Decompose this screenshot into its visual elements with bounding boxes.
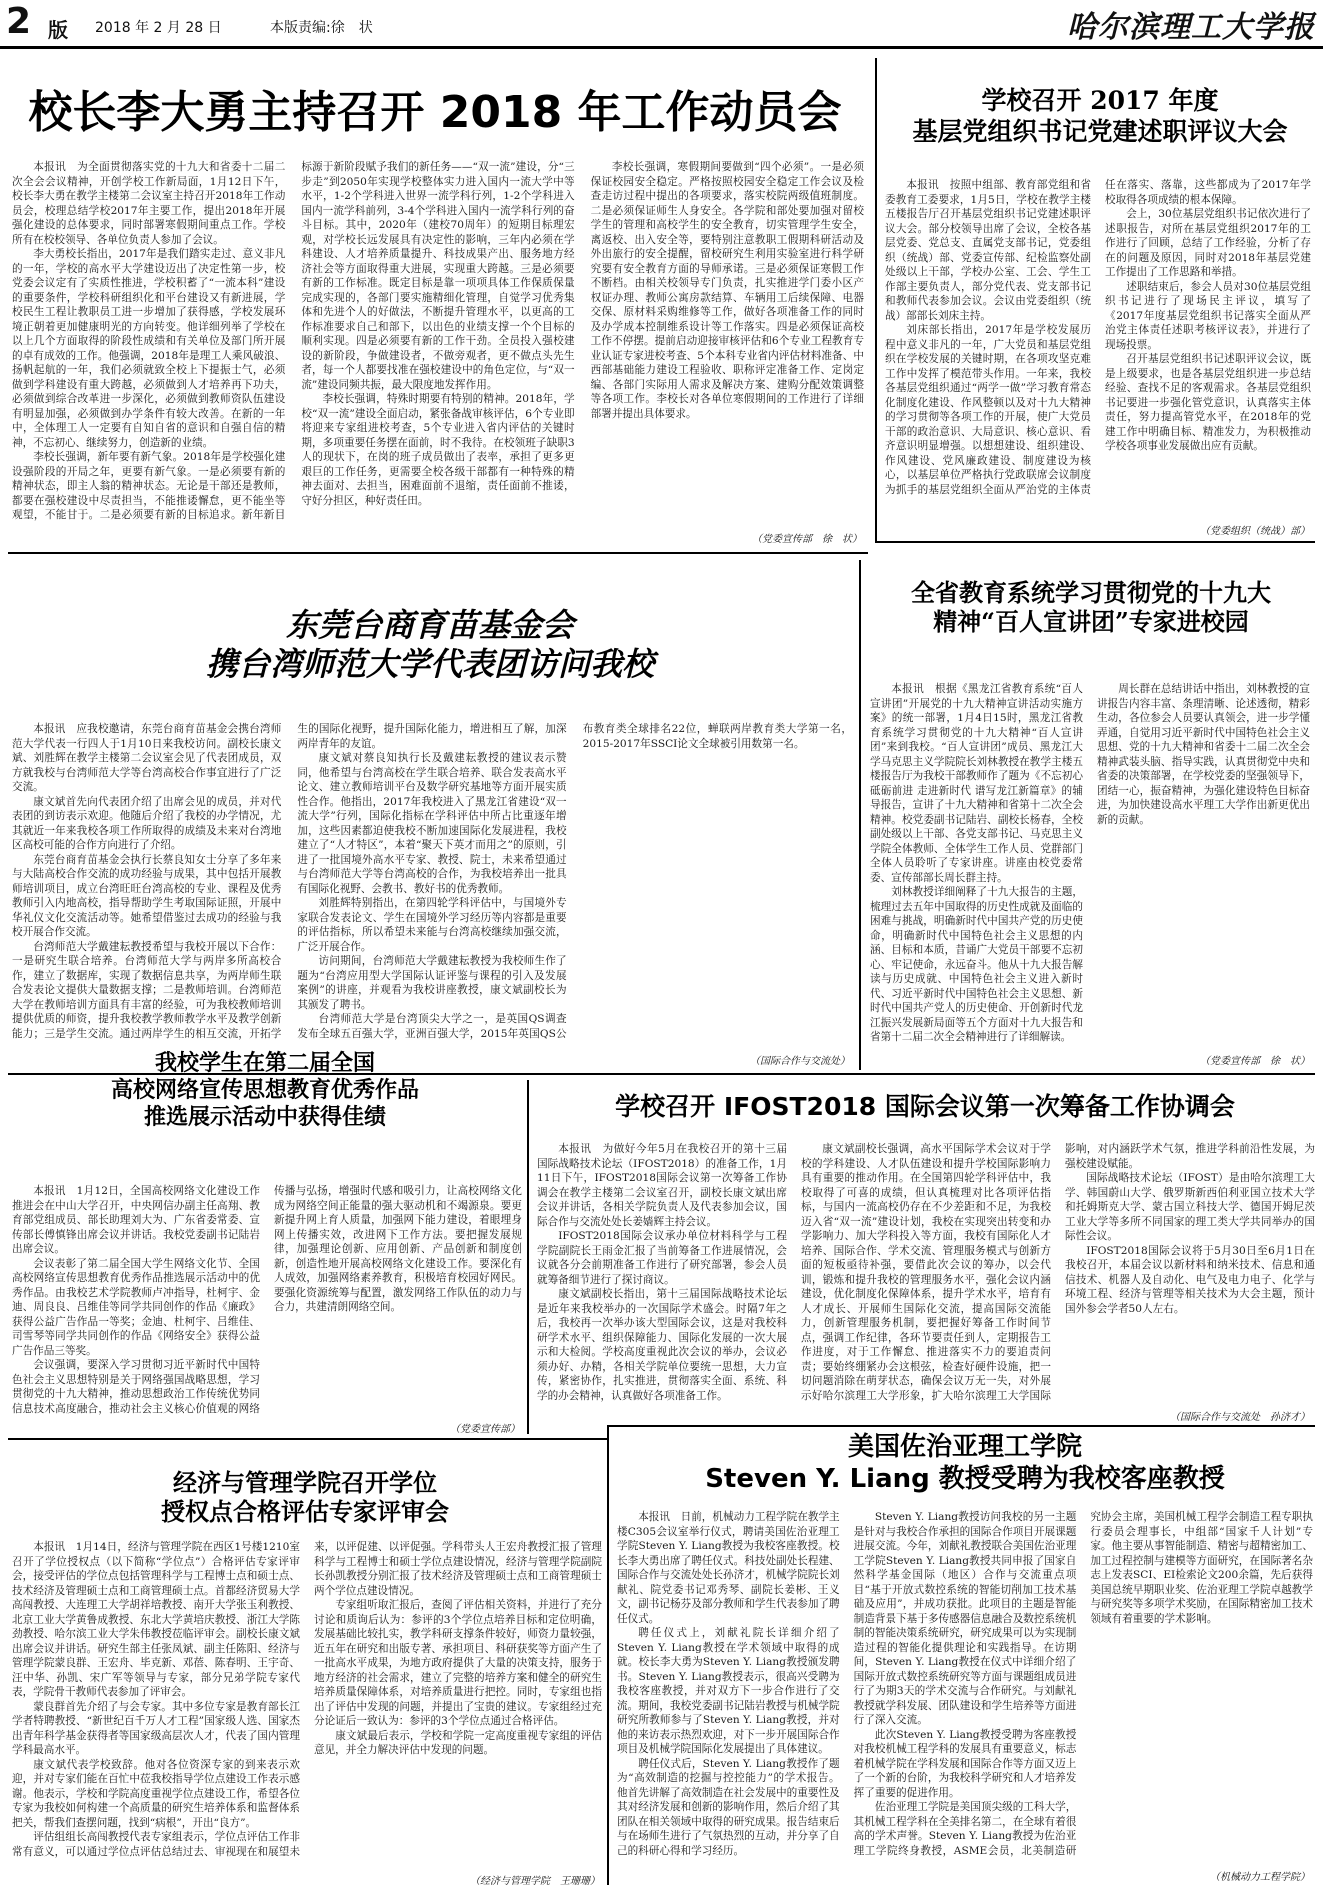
- article-headline: [615, 1432, 1315, 1495]
- page-version-label: 版: [48, 18, 68, 42]
- article-paragraph: 周长群在总结讲话中指出，刘林教授的宣讲报告内容丰富、条理清晰、论述透彻，精彩生动，各位参会人员要认真领会，进一步学懂弄通，自觉用习近平新时代中国特色社会主义思想、党的十九大精神和省委十二届二次全会精神武装头脑、指导实践，认真贯彻党中央和省委的决策部署，在学校党委的坚强领导下，团结一心，振奋精神，为强化建设特色目标奋进，为加快建设高水平理工大学作出新更优出新的贡献。: [1097, 683, 1310, 826]
- article-paragraph: 本报讯 为全面贯彻落实党的十九大和省委十二届二次全会会议精神，开创学校工作新局面，1月12日下午，校长李大勇在教学主楼第二会议室主持召开2018年工作动员会，校理总结学校2017年主要工作，提出2018年开展强化建设的总体要求，同时部署寒假期间重点工作。学校所有在校校领导、各单位负责人参加了会议。: [12, 161, 286, 246]
- article-body: [12, 160, 864, 536]
- article-paragraph: 评估组组长高闯教授代表专家组表示，学位点评估工作非常有意义，可以通过学位点评估总结过去、审视现在和展望未来，以评促建、以评促强。学科带头人王宏舟教授汇报了管理科学与工程博士和硕士学位点建设情况，经济与管理学院副院长孙凯教授分别汇报了技术经济及管理硕士点和工商管理硕士两个学位点建设情况。: [12, 1541, 602, 1858]
- article-body: [537, 1142, 1315, 1406]
- headline-line: 学校召开 2017 年度: [981, 86, 1219, 115]
- article-body: [617, 1510, 1313, 1866]
- headline-line: 授权点合格评估专家评审会: [161, 1497, 449, 1527]
- article-paragraph: 本报讯 为做好今年5月在我校召开的第十三届国际战略技术论坛（IFOST2018）的准备工作，1月11日下午，IFOST2018国际会议第一次筹备工作协调会在教学主楼第二会议室召开，副校长康文斌出席会议并讲话，各相关学院负责人及代表参加会议，国际合作与交流处处长姜嫱辉主持会议。: [537, 1143, 787, 1228]
- article-paragraph: 访问期间，台湾师范大学戴建耘教授为我校师生作了题为“台湾应用型大学国际认证评鉴与课程的引入及发展案例”的讲座，并观看为我校讲座教授，康文斌副校长为其颁发了聘书。: [297, 955, 567, 1011]
- article-paragraph: 李校长强调，寒假期间要做到“四个必须”。一是必须保证校园安全稳定。严格按照校园安全稳定工作会议及检查走访过程中提出的各项要求，落实校院两级值班制度。二是必须保证师生人身安全。各学院和部处要加强对留校学生的管理和高校学生的安全教育，切实管理学生安全，离返校、出入安全等，要特别注意教职工假期科研活动及外出旅行的安全提醒，留校研究生利用实验室进行科学研究要有安全教育方面的导师承诺。三是必须保证寒假工作不断档。由相关校领导专门负责，扎实推进学门委小区产权证办理、教师公寓房款结算、车辆用工后续保障、电器交保、原材料采购维修等工作，做好各项准备工作的同时及办学成本控制维系设计等工作落实。四是必须保证高校工作不停摆。提前启动迎接审核评估和6个专业工程教育专业认证专家进校考查、5个本科专业省内评估材料准备、中西部基础能力建设工程验收、职称评定准备工作、定岗定编、各部门实际用人需求及解决方案、建购分配效策调整等各项工作。李校长对各单位寒假期间的工作进行了详细部署并提出具体要求。: [590, 161, 864, 420]
- section-divider: [875, 541, 1315, 543]
- headline-line: 基层党组织书记党建述职评议大会: [912, 116, 1288, 146]
- article-body: [12, 1184, 522, 1418]
- article-headline: [10, 1468, 600, 1527]
- page-editor: 本版责编:徐 状: [270, 20, 373, 36]
- article-paragraph: 聘任仪式后，Steven Y. Liang教授作了题为“高效制造的挖掘与控控能力”的学术报告。他首先讲解了高效制造在社会发展中的重要性及其对经济发展和创新的影响作用，然后介绍了其团队在相关领域中取得的研究成果。报告结束后与在场师生进行了气氛热烈的互动，并分享了自己的科研心得和学习经历。: [617, 1757, 840, 1857]
- headline-line: 我校学生在第二届全国: [154, 1050, 375, 1076]
- article-source: （党委宣传部 徐 状）: [1200, 1056, 1310, 1067]
- article-body: [870, 682, 1310, 1052]
- article-paragraph: 刘床部长指出，2017年是学校发展历程中意义非凡的一年，广大党员和基层党组织在学校发展的关键时期，在各项攻坚克难工作中发挥了模范带头作用。一年来，我校各基层党组织通过“两学一做”学习教育常态化制度化建设、作风整顿以及对十九大精神的学习贯彻等各项工作的开展，使广大党员干部的政治意识、大局意识、核心意识、看齐意识明显增强。以想想建设、组织建设、作风建设、党风廉政建设、制度建设为核心，以基层单位严格执行党政联席会议制度为抓手的基层党组织全面从严治党的主体责任在落实、落靠，这些都成为了2017年学校取得各项成绩的根本保障。: [885, 179, 1311, 496]
- article-paragraph: 本报讯 1月12日，全国高校网络文化建设工作推进会在中山大学召开，中央网信办副主任高翔、教育部党组成员、部长助理刘大为、广东省委常委、宣传部长傅慎锋出席会议并讲话。我校党委副书记陆岩出席会议。: [12, 1185, 260, 1255]
- article-source: （党委组织（统战）部）: [1200, 526, 1310, 537]
- headline-line: 经济与管理学院召开学位: [173, 1468, 437, 1497]
- article-paragraph: 台湾师范大学是台湾顶尖大学之一，是英国QS调查发布全球五百强大学，亚洲百强大学，2015年英国QS公布教育类全球排名22位，蝉联两岸教育类大学第一名，2015-2017年SSCI论文全球被引用数第一名。: [297, 723, 852, 1040]
- article-paragraph: 召开基层党组织书记述职评议会议，既是上级要求，也是各基层党组织进一步总结经验、查找不足的客观需求。各基层党组织书记要进一步强化管党意识，认真落实主体责任，努力提高管党水平，在2018年的党建工作中明确目标、精准发力，为积极推动学校各项事业发展做出应有贡献。: [1105, 353, 1311, 452]
- article-headline-text: [10, 1050, 520, 1130]
- article-paragraph: 东莞台商育苗基金会执行长蔡良知女士分享了多年来与大陆高校合作交流的成功经验与成果，其中包括开展教师培训项目，成立台湾旺旺台湾高校的专业、课程及优秀教师引入内地高校，指导帮助学生考取国际证照，开展中华礼仪文化交流活动等。她希望借鉴过去成功的经验与我校开展合作交流。: [12, 853, 282, 938]
- newspaper-masthead: 哈尔滨理工大学报: [1067, 10, 1315, 45]
- section-divider: [8, 552, 868, 554]
- headline-line: 携台湾师范大学代表团访问我校: [205, 645, 654, 684]
- article-paragraph: 此次Steven Y. Liang教授受聘为客座教授对我校机械工程学科的发展具有重要意义，标志着机械学院在学科发展和国际合作等方面又迈上了一个新的台阶，为我校科学研究和人才培养发挥了重要的促进作用。: [853, 1728, 1077, 1799]
- section-divider: [8, 1438, 608, 1440]
- article-headline: 学校召开 IFOST2018 国际会议第一次筹备工作协调会: [615, 1092, 1235, 1121]
- article-body: [12, 722, 852, 1052]
- column-divider: [607, 1425, 609, 1885]
- page-header: [0, 0, 1323, 49]
- article-paragraph: 佐治亚理工学院是美国顶尖级的工科大学，其机械工程学科在全美排名第二，在全球有着很高的学术声誉。Steven Y. Liang教授为佐治亚理工学院终身教授，ASME会员，北美制造研究协会主席，美国机械工程学会制造工程专职执行委员会理事长，中组部“国家千人计划”专家。他主要从事智能制造、精密与超精密加工、加工过程控制与建模等方面研究，在国际著名杂志上发表SCI、EI检索论文200余篇，先后获得美国总统早期职业奖、佐治亚理工学院卓越教学与研究奖等多项学术奖励，在国际精密加工技术领域有着重要的学术影响。: [853, 1511, 1313, 1857]
- headline-line: Steven Y. Liang 教授受聘为我校客座教授: [705, 1463, 1225, 1494]
- issue-date: 2018 年 2 月 28 日: [95, 20, 222, 36]
- article-paragraph: 康文斌最后表示，学校和学院一定高度重视专家组的评估意见，并全力解决评估中发现的问题。: [314, 1729, 602, 1756]
- article-source: （国际合作与交流处 孙济才）: [1170, 1412, 1310, 1423]
- article-source: （国际合作与交流处）: [750, 1056, 850, 1067]
- article-body: [12, 1540, 602, 1872]
- article-paragraph: 本报讯 根据《黑龙江省教育系统“百人宣讲团”开展党的十九大精神宣讲活动实施方案》的统一部署，1月4日15时，黑龙江省教育系统学习贯彻党的十九大精神“百人宣讲团”来到我校。“百人宣讲团”成员、黑龙江大学马克思主义学院院长刘林教授在教学主楼五楼报告厅为我校干部教师作了题为《不忘初心 砥砺前进 走进新时代 谱写龙江新篇章》的辅导报告，宣讲了十九大精神和省第十二次全会精神。校党委副书记陆岩、副校长杨春，全校副处级以上干部、各党支部书记、马克思主义学院全体教师、全体学生工作人员、党群部门全体人员聆听了专家讲座。讲座由校党委常委、宣传部部长周长群主持。: [870, 683, 1083, 884]
- article-paragraph: IFOST2018国际会议将于5月30日至6月1日在我校召开，本届会议以新材料和纳米技术、信息和通信技术、机器人及自动化、电气及电力电子、化学与环境工程、经济与管理等相关技术为大会主题，预计国外参会学者50人左右。: [1065, 1244, 1315, 1315]
- article-paragraph: 聘任仪式上，刘献礼院长详细介绍了Steven Y. Liang教授在学术领域中取得的成就。校长李大勇为Steven Y. Liang教授颁发聘书。Steven Y. Liang教授表示，很高兴受聘为我校客座教授，并对双方下一步合作进行了交流。期间，我校党委副书记陆岩教授与机械学院研究所教师参与了Steven Y. Liang教授，并对他的来访表示热烈欢迎，对下一步开展国际合作项目及机械学院国际化发展提出了具体建议。: [617, 1627, 840, 1755]
- article-body: [885, 178, 1311, 522]
- article-paragraph: 刘胜辉特别指出，在第四轮学科评估中，与国境外专家联合发表论文、学生在国境外学习经历等内容都是重要的评估指标，所以希望未来能与台湾高校继续加强交流，广泛开展合作。: [297, 897, 567, 953]
- article-paragraph: Steven Y. Liang教授访问我校的另一主题是针对与我校合作承担的国际合作项目开展课题进展交流。今年，刘献礼教授联合美国佐治亚理工学院Steven Y. Liang教授共同申报了国家自然科学基金国际（地区）合作与交流重点项目“基于开放式数控系统的智能切削加工技术基础及应用”，并成功获批。此项目的主题是智能制造背景下基于多传感器信息融合及数控系统机制的智能决策系统研究，研究成果可以为实现制造过程的智能化提供理论和实践指导。在访期间，Steven Y. Liang教授在仪式中详细介绍了国际开放式数控系统研究等方面与课题组成员进行了为期3天的学术交流与合作研究。与刘献礼教授就学科发展、团队建设和学生培养等方面进行了深入交流。: [853, 1511, 1077, 1726]
- article-source: （党委宣传部）: [450, 1424, 520, 1435]
- page-number: 2: [6, 1, 32, 42]
- article-paragraph: 康文斌首先向代表团介绍了出席会见的成员，并对代表团的到访表示欢迎。他随后介绍了我校的办学情况，尤其就近一年来我校各项工作所取得的成绩及未来对台湾地区高校可能的合作方向进行了介绍。: [12, 795, 282, 851]
- article-headline: 校长李大勇主持召开 2018 年工作动员会: [28, 87, 842, 138]
- article-headline: [866, 578, 1316, 637]
- headline-line: 推选展示活动中获得佳绩: [143, 1103, 386, 1130]
- headline-line: 精神“百人宣讲团”专家进校园: [933, 607, 1249, 637]
- column-divider: [875, 58, 877, 541]
- column-divider: [527, 1080, 529, 1434]
- article-paragraph: IFOST2018国际会议承办单位材料科学与工程学院副院长王雨金汇报了当前筹备工作进展情况，会议就各分会前期准备工作进行了研究部署，参会人员就筹备细节进行了探讨商议。: [537, 1230, 787, 1286]
- article-paragraph: 刘林教授详细阐释了十九大报告的主题，梳理过去五年中国取得的历史性成就及面临的困难与挑战，明确新时代中国共产党的历史使命，明确新时代中国特色社会主义思想的内涵、目标和本质，昔诵广大党员干部要不忘初心、牢记使命，永远奋斗。他从十九大报告解读与历史成就、中国特色社会主义进入新时代、习近平新时代中国特色社会主义思想、新时代中国共产党人的历史使命、开创新时代龙江振兴发展新局面等五个方面对十九大报告和省第十二届二次全会精神进行了详细解读。: [870, 886, 1083, 1043]
- article-source: （机械动力工程学院）: [1210, 1872, 1310, 1883]
- article-paragraph: 本报讯 日前，机械动力工程学院在教学主楼C305会议室举行仪式，聘请美国佐治亚理工学院Steven Y. Liang教授为我校客座教授。校长李大勇出席了聘任仪式。科技处副处长程建、国际合作与交流处处长孙济才，机械学院院长刘献礼、院党委书记邓秀琴、副院长姜彬、王义文，副书记杨芬及部分教师和学生代表参加了聘任仪式。: [617, 1511, 840, 1625]
- column-divider: [859, 560, 861, 1070]
- article-paragraph: 专家组听取汇报后，查阅了评估相关资料，并进行了充分讨论和质询后认为：参评的3个学位点培养目标和定位明确，发展基础比较扎实，教学科研支撑条件较好，师资力量较强，近五年在研究和出版专著、承担项目、科研获奖等方面产生了一批高水平成果，为地方政府提供了大量的决策支持，服务于地方经济的社会需求，建立了完整的培养方案和健全的研究生培养质量保障体系，对培养质量进行把控。同时，专家组也指出了评估中发现的问题，并提出了宝贵的建议。专家组经过充分论证后一致认为：参评的3个学位点通过合格评估。: [314, 1599, 602, 1727]
- article-paragraph: 李校长强调，特殊时期要有特别的精神。2018年，学校“双一流”建设全面启动，紧张备战审核评估，6个专业即将迎来专家组进校考查，5个专业进入省内评估的关键时期，多项重要任务摆在面前，时不我待。在校领班子缺职3人的现状下，在岗的班子成员做出了表率，承担了更多更艰巨的工作任务，更需要全校各级干部都有一种特殊的精神去面对、去担当，困难面前不退缩，责任面前不推诿，守好分担区，种好责任田。: [301, 393, 575, 507]
- article-paragraph: 会议强调，要深入学习贯彻习近平新时代中国特色社会主义思想特别是关于网络强国战略思想，学习贯彻党的十九大精神，推动思想政治工作传统优势同信息技术高度融合，推动社会主义核心价值观的网络传播与弘扬，增强时代感和吸引力，让高校网络文化成为网络空间正能量的强大驱动机和不竭源泉。要更新提升网上育人质量，加强网下能力建设，着眼埋身网上传播实效，改进网下工作方法。要把握发展规律，加强理论创新、应用创新、产品创新和制度创新，创造性地开展高校网络文化建设工作。要深化有人成效，加强网络素养教育，积极培育校园好网民。要强化资源统筹与配置，激发网络工作队伍的动力与合力，共建清朗网络空间。: [12, 1185, 522, 1415]
- headline-line: 全省教育系统学习贯彻党的十九大: [911, 578, 1271, 607]
- headline-line: 高校网络宣传思想教育优秀作品: [110, 1076, 419, 1103]
- article-paragraph: 李校长强调，新年要有新气象。2018年是学校强化建设强阶段的开局之年，更要有新气象。一是必须要有新的精神状态，即主人翁的精神状态。无论是干部还是教师，都要在强校建设中尽责担当，不能推诿懈怠，更不能坐等观望，不能甘于。二是必须要有新的目标追求。新年新目标源于新阶段赋予我们的新任务——“双一流”建设，分“三步走”到2050年实现学校整体实力进入国内一流大学中等水平，1-2个学科进入世界一流学科行列，1-2个学科进入国内一流学科前列，3-4个学科进入国内一流学科行列的奋斗目标。其中，2020年（建校70周年）的短期目标理宏观，对学校长远发展具有决定性的影响，三年内必须在学科建设、人才培养质量提升、科技成果产出、服务地方经济社会等方面取得重大进展，实现重大跨越。三是必须要有新的工作标准。既定目标是靠一项项具体工作保质保量完成实现的，各部门要实施精细化管理，自觉学习优秀集体和先进个人的好做法，不断提升管理水平，以更高的工作标准要求自己和部下，以出色的业绩支撑一个个目标的顺利实现。四是必须要有新的工作干劲。全员投入强校建设的新阶段，争做建设者，不做旁观者，更不做点头先生者，每一个人都要找准在强校建设中的角色定位，与“双一流”建设同频共振，最大限度地发挥作用。: [12, 161, 575, 521]
- section-divider: [608, 1425, 1315, 1427]
- article-paragraph: 会议表彰了第二届全国大学生网络文化节、全国高校网络宣传思想教育优秀作品推选展示活动中的优秀作品。由我校艺术学院教师卢冲指导，杜柯宇、金迪、周良良、吕维佳等同学共同创作的作品《廉政》获得公益广告作品一等奖；金迪、杜柯宇、吕维佳、司雪琴等同学共同创作的作品《网络安全》获得公益广告作品三等奖。: [12, 1257, 260, 1357]
- article-paragraph: 台湾师范大学戴建耘教授希望与我校开展以下合作：一是研究生联合培养。台湾师范大学与两岸多所高校合作，建立了数据库，实现了数据信息共享，为两岸师生联合发表论文提供大量数据支撑；二是教师培训。台湾师范大学在教师培训方面具有丰富的经验，可为我校教师培训提供优质的师资，提升我校教学教师教学水平及教学创新能力；三是学生交流。通过两岸学生的相互交流，开拓学生的国际化视野，提升国际化能力，增进相互了解，加深两岸青年的友谊。: [12, 723, 567, 1040]
- article-source: （党委宣传部 徐 状）: [752, 534, 862, 545]
- article-paragraph: 本报讯 1月14日，经济与管理学院在西区1号楼1210室召开了学位授权点（以下简称“学位点”）合格评估专家评审会，接受评估的学位点包括管理科学与工程博士点和硕士点、技术经济及管理硕士点和工商管理硕士点。首都经济贸易大学高闯教授、大连理工大学胡祥培教授、南开大学张玉利教授、北京工业大学黄鲁成教授、东北大学黄培庆教授、浙江大学陈劲教授、哈尔滨工业大学朱伟教授莅临评审会。副校长康文斌出席会议并讲话。研究生部主任张凤斌、副主任陈阳、经济与管理学院蒙良群、王宏舟、毕克新、邓蓓、陈春明、王宇奇、汪中华、孙凯、宋广军等领导与专家，部分兄弟学院专家代表，学院骨干教师代表参加了评审会。: [12, 1541, 300, 1698]
- article-paragraph: 本报讯 应我校邀请，东莞台商育苗基金会携台湾师范大学代表一行四人于1月10日来我校访问。副校长康文斌、刘胜辉在教学主楼第二会议室会见了代表团成员，双方就我校与台湾师范大学等台湾高校合作事宜进行了广泛交流。: [12, 723, 282, 793]
- headline-line: 美国佐治亚理工学院: [847, 1432, 1082, 1462]
- article-paragraph: 李大勇校长指出，2017年是我们踏实走过、意义非凡的一年，学校的高水平大学建设迈出了决定性第一步，校党委会议定有了实质性推进，学校积蓄了“一流本科”建设的重要条件，学校科研组织化和平台建设又有新进展，学校民生工程让教职员工进一步增加了获得感，学校发展环境正朝着更加健康明光的方向转变。他详细列举了学校在以上几个方面取得的阶段性成绩和有关单位及部门所开展的卓有成效的工作。他强调，2018年是理工人乘风破浪、扬帆起航的一年，我们必须就致全校上下提振士气，必须做到学科建设有重大跨越，必须做到人才培养再下功夫，必须做到综合改革进一步深化，必须做到教师资队伍建设有明显加强，必须做到办学条件有较大改善。在新的一年中，全体理工人一定要有自知自省的意识和自强自信的精神，不忘初心、继续努力，创造新的业绩。: [12, 248, 286, 449]
- article-paragraph: 述职结束后，参会人员对30位基层党组织书记进行了现场民主评议，填写了《2017年度基层党组织书记落实全面从严治党主体责任述职考核评议表》，并进行了现场投票。: [1105, 280, 1311, 351]
- article-paragraph: 国际战略技术论坛（IFOST）是由哈尔滨理工大学、韩国蔚山大学、俄罗斯新西伯利亚国立技术大学和托姆斯克大学、蒙古国立科技大学、德国开姆尼茨工业大学等多所不同国家的理工类大学共同举办的国际性会议。: [1065, 1172, 1315, 1242]
- article-paragraph: 康文斌副校长指出，第十三届国际战略技术论坛是近年来我校举办的一次国际学术盛会。时隔7年之后，我校再一次举办该大型国际会议，这是对我校科研学术水平、组织保障能力、国际化发展的一次大展示和大检阅。学校高度重视此次会议的举办，会议必须办好、办精，各相关学院单位要统一思想，大力宣传，紧密协作，扎实推进，贯彻落实全面、系统、科学的办会精神，认真做好各项准备工作。: [537, 1288, 787, 1402]
- article-paragraph: 蒙良群首先介绍了与会专家。其中多位专家是教育部长江学者特聘教授、“新世纪百千万人才工程”国家级人选、国家杰出青年科学基金获得者等国家级高层次人才，代表了国内管理学科最高水平。: [12, 1700, 300, 1756]
- article-paragraph: 康文斌对蔡良知执行长及戴建耘教授的建议表示赞同，他希望与台湾高校在学生联合培养、联合发表高水平论文、建立教师培训平台及数学研究基地等方面开展实质性合作。他指出，2017年我校进入了黑龙江省建设“双一流大学”行列，国际化指标在学科评估中所占比重逐年增加，这些因素都迫使我校不断加速国际化发展进程，我校建立了“人才特区”，本着“聚天下英才而用之”的原则，引进了一批国境外高水平专家、教授、院士，未来希望通过与台湾师范大学等台湾高校的合作，为我校培养出一批具有国际化视野、会教书、教好书的优秀教师。: [297, 752, 567, 895]
- article-paragraph: 本报讯 按照中组部、教育部党组和省委教育工委要求，1月5日，学校在教学主楼五楼报告厅召开基层党组织书记党建述职评议大会。部分校领导出席了会议，全校各基层党委、党总支、直属党支部书记，党委组织（统战）部、党委宣传部、纪检监察处副处级以上干部，学校办公室、工会、学生工作部主要负责人，部分党代表、党支部书记和教师代表参加会议。会议由党委组织（统战）部部长刘床主持。: [885, 179, 1091, 322]
- article-paragraph: 康文斌代表学校致辞。他对各位资深专家的到来表示欢迎，并对专家们能在百忙中莅我校指导学位点建设工作表示感谢。他表示，学校和学院高度重视学位点建设工作，希望各位专家为我校如何构建一个高质量的研究生培养体系和监督体系把关，帮我们查摆问题，找到“病根”，开出“良方”。: [12, 1758, 300, 1829]
- article-paragraph: 会上，30位基层党组织书记依次进行了述职报告，对所在基层党组织2017年的工作进行了回顾，总结了工作经验，分析了存在的问题及原因，同时对2018年基层党建工作提出了工作思路和举措。: [1105, 208, 1311, 278]
- headline-line: 东莞台商育苗基金会: [285, 606, 574, 644]
- article-paragraph: 康文斌副校长强调，高水平国际学术会议对于学校的学科建设、人才队伍建设和提升学校国际影响力具有重要的推动作用。在全国第四轮学科评估中，我校取得了可喜的成绩，但认真梳理对比各项评估指标，与国内一流高校仍存在不少差距和不足，为我校迈入省“双一流”建设计划，我校在实现突出转变和办学影响力、加大学科投入等方面，我校有国际化人才培养、国际合作、学术交流、管理服务模式与创新方面的短板亟待补强，要借此次会议的筹办，以会代训，锻炼和提升我校的管理服务水平，强化会议内涵建设，优化制度化保障体系，提升学术水平，培育有人才成长、开展师生国际化交流，提高国际交流能力，创新管理服务机制，要把握好筹备工作时间节点，强调工作纪律，各环节要责任到人，定期报告工作进度，对于工作懈怠、推进落实不力的要追责问责；要始终绷紧办会这根弦，检查好硬件设施，把一切问题消除在萌芽状态，确保会议万无一失，对外展示好哈尔滨理工大学形象，扩大哈尔滨理工大学国际影响，对内涵跃学术气氛，推进学科前沿性发展，为强校建设赋能。: [801, 1143, 1315, 1402]
- article-headline: [10, 606, 850, 684]
- article-source: （经济与管理学院 王珊珊）: [470, 1876, 600, 1887]
- article-headline: [885, 86, 1315, 147]
